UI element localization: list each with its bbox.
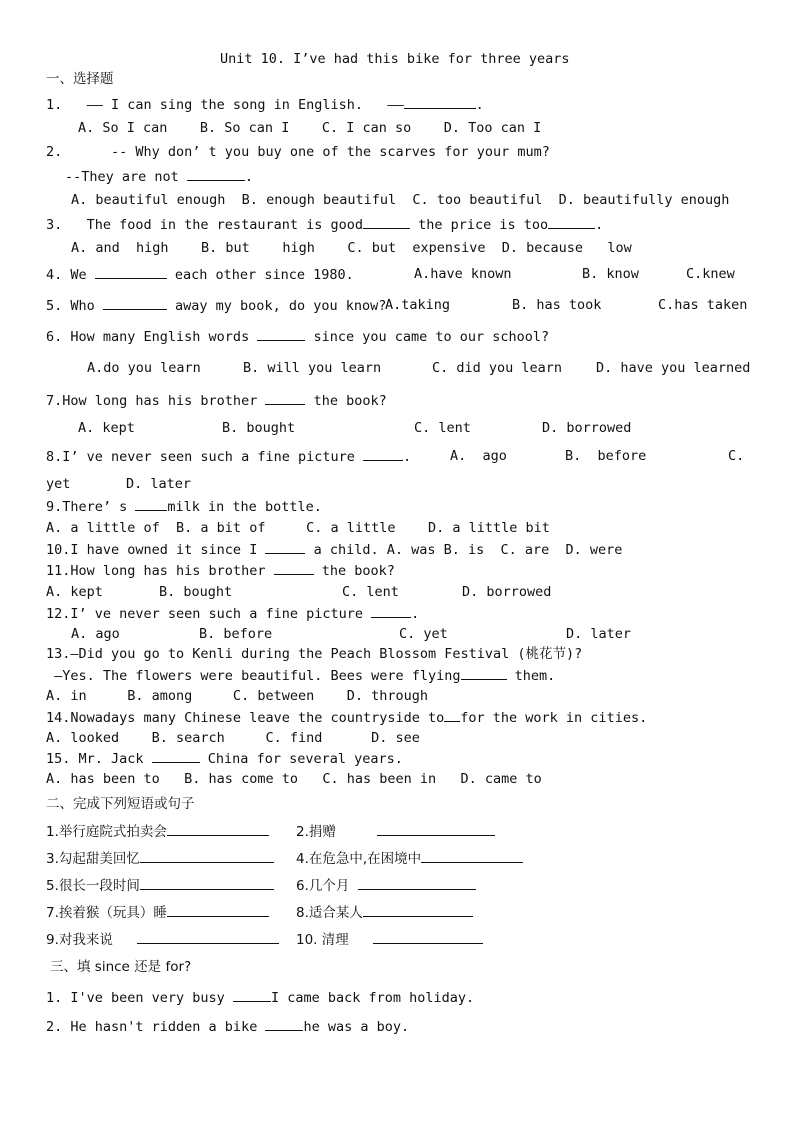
answer-blank[interactable] bbox=[358, 876, 476, 890]
answer-blank[interactable] bbox=[548, 215, 595, 229]
question-9-options: A. a little of B. a bit of C. a little D. a little bit bbox=[46, 520, 550, 536]
question-8: 8.I’ ve never seen such a fine picture . bbox=[46, 449, 412, 465]
question-8-option-d: D. later bbox=[126, 476, 192, 492]
question-12-option-c: C. yet bbox=[399, 626, 448, 642]
answer-blank[interactable] bbox=[363, 903, 473, 917]
section-1-heading bbox=[46, 70, 114, 88]
answer-blank[interactable] bbox=[377, 822, 495, 836]
question-7-option-a: A. kept bbox=[78, 420, 135, 436]
answer-blank[interactable] bbox=[373, 930, 483, 944]
answer-blank[interactable] bbox=[137, 930, 279, 944]
answer-blank[interactable] bbox=[140, 849, 274, 863]
question-7-option-d: D. borrowed bbox=[542, 420, 632, 436]
answer-blank[interactable] bbox=[444, 708, 460, 722]
question-7-option-c: C. lent bbox=[414, 420, 471, 436]
question-15: 15. Mr. Jack China for several years. bbox=[46, 751, 403, 767]
question-12: 12.I’ ve never seen such a fine picture . bbox=[46, 606, 420, 622]
phrase-3: 3.勾起甜美回忆 bbox=[46, 849, 274, 868]
page-title bbox=[220, 50, 570, 68]
question-8-option-c-label: C. bbox=[728, 448, 745, 464]
question-4-option-c: C.knew bbox=[686, 266, 735, 282]
question-10: 10.I have owned it since I a child. A. was B. is C. are D. were bbox=[46, 542, 623, 558]
answer-blank[interactable] bbox=[95, 265, 167, 279]
section-3-heading bbox=[50, 958, 191, 976]
answer-blank[interactable] bbox=[265, 391, 305, 405]
phrase-7: 7.挨着猴（玩具）睡 bbox=[46, 903, 269, 922]
question-6-option-d: D. have you learned bbox=[596, 360, 751, 376]
answer-blank[interactable] bbox=[265, 1017, 303, 1031]
answer-blank[interactable] bbox=[371, 604, 411, 618]
since-for-question-2: 2. He hasn't ridden a bike he was a boy. bbox=[46, 1019, 410, 1035]
question-2: 2. -- Why don’ t you buy one of the scarves for your mum? bbox=[46, 144, 550, 160]
question-6: 6. How many English words since you came to our school? bbox=[46, 329, 550, 345]
question-3-options: A. and high B. but high C. but expensive D. because low bbox=[71, 240, 632, 256]
question-11-option-b: B. bought bbox=[159, 584, 233, 600]
question-13-options: A. in B. among C. between D. through bbox=[46, 688, 429, 704]
question-8-option-c-text: yet bbox=[46, 476, 71, 492]
section-1-heading-text: 一、选择题 bbox=[46, 71, 114, 87]
question-4: 4. We each other since 1980. bbox=[46, 267, 354, 283]
answer-blank[interactable] bbox=[274, 561, 314, 575]
question-11-option-a: A. kept bbox=[46, 584, 103, 600]
answer-blank[interactable] bbox=[152, 749, 200, 763]
question-6-option-c: C. did you learn bbox=[432, 360, 563, 376]
question-11: 11.How long has his brother the book? bbox=[46, 563, 395, 579]
question-7-option-b: B. bought bbox=[222, 420, 296, 436]
question-2-options: A. beautiful enough B. enough beautiful C. too beautiful D. beautifully enough bbox=[71, 192, 730, 208]
phrase-5: 5.很长一段时间 bbox=[46, 876, 274, 895]
question-5-option-c: C.has taken bbox=[658, 297, 748, 313]
phrase-4: 4.在危急中,在困境中 bbox=[296, 849, 523, 868]
phrase-1: 1.举行庭院式拍卖会 bbox=[46, 822, 269, 841]
question-2-response: --They are not . bbox=[65, 169, 254, 185]
question-5-option-a: A.taking bbox=[385, 297, 451, 313]
question-8-option-b: B. before bbox=[565, 448, 647, 464]
answer-blank[interactable] bbox=[135, 497, 167, 511]
question-5: 5. Who away my book, do you know? bbox=[46, 298, 387, 314]
answer-blank[interactable] bbox=[363, 215, 410, 229]
question-1: 1. —— I can sing the song in English. —— . bbox=[46, 97, 484, 113]
question-5-option-b: B. has took bbox=[512, 297, 602, 313]
section-2-heading bbox=[46, 795, 195, 813]
answer-blank[interactable] bbox=[421, 849, 523, 863]
title-text: Unit 10. I’ve had this bike for three years bbox=[220, 51, 570, 67]
answer-blank[interactable] bbox=[167, 903, 269, 917]
question-15-options: A. has been to B. has come to C. has been in D. came to bbox=[46, 771, 542, 787]
question-12-option-b: B. before bbox=[199, 626, 273, 642]
answer-blank[interactable] bbox=[257, 327, 305, 341]
answer-blank[interactable] bbox=[461, 666, 507, 680]
answer-blank[interactable] bbox=[233, 988, 271, 1002]
question-8-option-a: A. ago bbox=[450, 448, 507, 464]
since-for-question-1: 1. I've been very busy I came back from holiday. bbox=[46, 990, 475, 1006]
answer-blank[interactable] bbox=[265, 540, 305, 554]
phrase-8: 8.适合某人 bbox=[296, 903, 473, 922]
phrase-10: 10. 清理 bbox=[296, 930, 483, 949]
question-13: 13.—Did you go to Kenli during the Peach Blossom Festival (桃花节)? bbox=[46, 646, 583, 662]
question-6-option-b: B. will you learn bbox=[243, 360, 382, 376]
question-4-option-b: B. know bbox=[582, 266, 639, 282]
section-2-heading-text: 二、完成下列短语或句子 bbox=[46, 796, 195, 812]
question-4-option-a: A.have known bbox=[414, 266, 512, 282]
question-6-option-a: A.do you learn bbox=[87, 360, 201, 376]
phrase-6: 6.几个月 bbox=[296, 876, 476, 895]
question-14: 14.Nowadays many Chinese leave the countryside to for the work in cities. bbox=[46, 710, 648, 726]
phrase-9: 9.对我来说 bbox=[46, 930, 279, 949]
question-1-options: A. So I can B. So can I C. I can so D. Too can I bbox=[78, 120, 542, 136]
question-13-response: —Yes. The flowers were beautiful. Bees were flying them. bbox=[46, 668, 556, 684]
section-3-heading-text: 三、填 since 还是 for? bbox=[50, 959, 192, 975]
question-9: 9.There’ s milk in the bottle. bbox=[46, 499, 322, 515]
answer-blank[interactable] bbox=[187, 167, 245, 181]
question-11-option-d: D. borrowed bbox=[462, 584, 552, 600]
question-11-option-c: C. lent bbox=[342, 584, 399, 600]
phrase-2: 2.捐赠 bbox=[296, 822, 495, 841]
answer-blank[interactable] bbox=[363, 447, 403, 461]
question-14-options: A. looked B. search C. find D. see bbox=[46, 730, 420, 746]
question-12-option-a: A. ago bbox=[71, 626, 120, 642]
answer-blank[interactable] bbox=[103, 296, 167, 310]
answer-blank[interactable] bbox=[140, 876, 274, 890]
answer-blank[interactable] bbox=[167, 822, 269, 836]
question-12-option-d: D. later bbox=[566, 626, 632, 642]
answer-blank[interactable] bbox=[404, 95, 476, 109]
question-7: 7.How long has his brother the book? bbox=[46, 393, 387, 409]
question-3: 3. The food in the restaurant is good the price is too . bbox=[46, 217, 604, 233]
